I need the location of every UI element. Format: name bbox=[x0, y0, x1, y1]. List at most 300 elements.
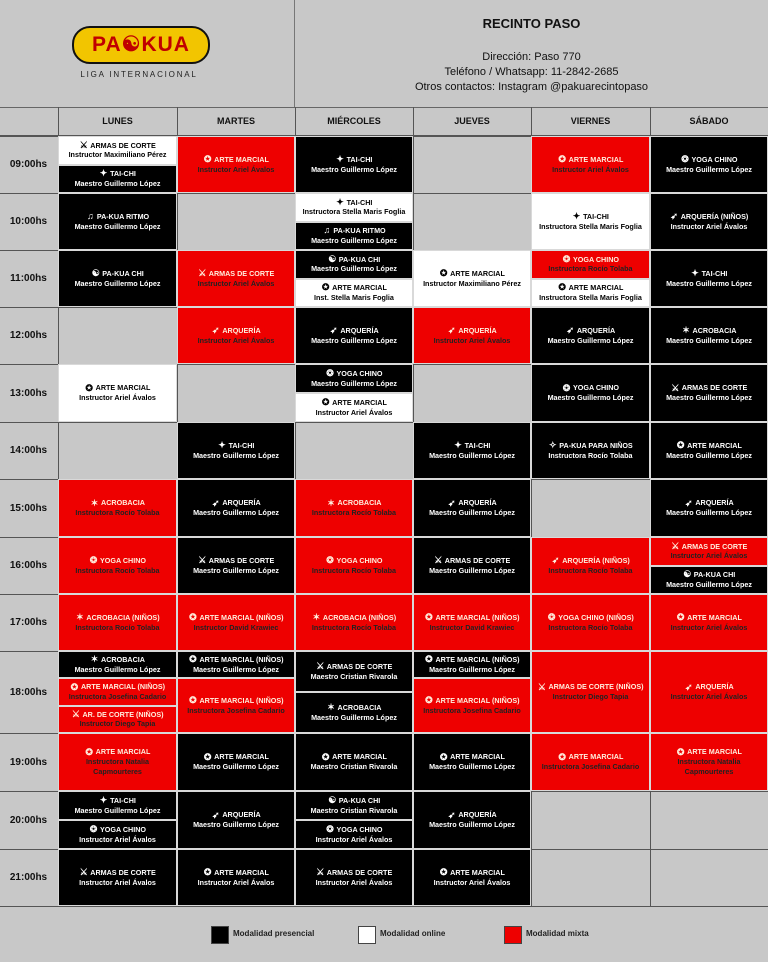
class-title: TAI-CHI bbox=[110, 169, 136, 179]
class-instructor: Maestro Guillermo López bbox=[666, 508, 752, 517]
class-name bbox=[328, 255, 381, 265]
class-name bbox=[188, 613, 283, 623]
class-name bbox=[321, 398, 387, 408]
class-slot bbox=[531, 279, 650, 308]
logo-text: PA☯KUA bbox=[92, 33, 190, 56]
class-instructor: Instructor Ariel Ávalos bbox=[315, 877, 393, 887]
class-title: ARTE MARCIAL (NIÑOS) bbox=[435, 654, 520, 664]
class-slot bbox=[531, 733, 650, 791]
class-instructor: Instructora Rocío Tolaba bbox=[548, 565, 633, 575]
class-instructor: Instructor David Krawiec bbox=[193, 622, 279, 632]
martial-icon: ✪ bbox=[85, 382, 93, 393]
class-instructor: Instructor Maximiliano Pérez bbox=[68, 150, 167, 160]
class-name bbox=[198, 269, 275, 279]
class-title: ARTE MARCIAL (NIÑOS) bbox=[199, 695, 284, 705]
class-slot bbox=[177, 307, 295, 364]
pakua-logo bbox=[72, 26, 210, 64]
class-name bbox=[325, 825, 382, 835]
archery-icon: ➶ bbox=[670, 211, 678, 222]
class-name bbox=[90, 655, 145, 665]
class-instructor: Maestro Guillermo López bbox=[193, 508, 279, 517]
class-slot bbox=[413, 678, 531, 733]
class-instructor: Instructor Ariel Ávalos bbox=[197, 335, 275, 345]
class-instructor: Maestro Cristian Rivarola bbox=[310, 805, 398, 815]
class-instructor: Instructora Josefina Cadario bbox=[187, 705, 285, 715]
class-slot bbox=[650, 733, 768, 791]
class-instructor: Instructora Josefina Cadario bbox=[541, 762, 640, 771]
class-title: ARTE MARCIAL (NIÑOS) bbox=[199, 612, 284, 622]
yoga-icon: ❂ bbox=[547, 612, 556, 623]
class-instructor: Instructora Rocío Tolaba bbox=[548, 450, 633, 460]
class-instructor: Instructora Stella Maris Foglia bbox=[539, 221, 642, 231]
class-instructor: Instructora Rocío Tolaba bbox=[75, 508, 160, 517]
class-instructor: Maestro Guillermo López bbox=[666, 579, 752, 589]
class-slot bbox=[177, 733, 295, 791]
archery-icon: ➶ bbox=[212, 809, 220, 820]
class-instructor: Instructor Ariel Ávalos bbox=[315, 407, 393, 417]
class-slot bbox=[650, 193, 768, 250]
class-name bbox=[676, 441, 742, 451]
class-instructor: Maestro Guillermo López bbox=[666, 393, 752, 402]
class-title: TAI-CHI bbox=[583, 211, 609, 221]
class-title: ARMAS DE CORTE (NIÑOS) bbox=[548, 682, 644, 692]
class-slot bbox=[413, 651, 531, 678]
class-title: ARQUERÍA bbox=[222, 498, 261, 508]
time-label: 21:00hs bbox=[9, 872, 48, 883]
time-label: 20:00hs bbox=[9, 814, 48, 826]
class-instructor: Instructora Rocío Tolaba bbox=[548, 622, 633, 632]
class-title: PA-KUA RITMO bbox=[333, 226, 386, 236]
class-slot bbox=[177, 678, 295, 733]
class-slot bbox=[650, 422, 768, 479]
archery-icon: ➶ bbox=[448, 325, 456, 336]
acrobatics-icon: ✶ bbox=[90, 654, 99, 665]
class-name bbox=[439, 269, 505, 279]
taichi-icon: ✦ bbox=[218, 440, 226, 451]
legend-swatch-presencial bbox=[211, 926, 229, 944]
class-slot bbox=[177, 849, 295, 906]
day-header: JUEVES bbox=[413, 108, 531, 135]
yoga-icon: ❂ bbox=[326, 368, 334, 379]
martial-icon: ✪ bbox=[439, 751, 448, 762]
sword-icon: ⚔ bbox=[79, 867, 88, 878]
class-instructor: Instructor Ariel Ávalos bbox=[670, 692, 748, 701]
class-instructor: Maestro Guillermo López bbox=[311, 335, 397, 345]
class-name bbox=[90, 498, 145, 508]
class-instructor: Maestro Guillermo López bbox=[311, 712, 397, 722]
yinyang-icon: ☯ bbox=[683, 569, 692, 580]
class-title: TAI-CHI bbox=[346, 197, 373, 207]
class-instructor: Maestro Guillermo López bbox=[193, 762, 279, 771]
class-slot bbox=[413, 791, 531, 849]
class-instructor: Instructora Stella Maris Foglia bbox=[302, 207, 406, 217]
class-instructor: Maestro Cristian Rivarola bbox=[310, 671, 398, 681]
class-title: YOGA CHINO bbox=[691, 154, 738, 164]
class-name bbox=[671, 542, 748, 552]
class-instructor: Maestro Cristian Rivarola bbox=[310, 762, 398, 771]
class-instructor: Maestro Guillermo López bbox=[429, 762, 515, 771]
class-instructor: Maestro Guillermo López bbox=[193, 664, 279, 674]
class-name bbox=[424, 696, 519, 706]
time-label: 14:00hs bbox=[9, 445, 48, 456]
class-instructor: Maestro Guillermo López bbox=[74, 805, 161, 815]
class-name bbox=[572, 212, 609, 222]
class-title: PA-KUA CHI bbox=[102, 268, 144, 278]
class-instructor: Instructora Rocío Tolaba bbox=[75, 565, 160, 575]
martial-icon: ✪ bbox=[203, 154, 212, 165]
legend-swatch-online bbox=[358, 926, 376, 944]
class-slot bbox=[650, 566, 768, 595]
class-instructor: Maestro Guillermo López bbox=[74, 221, 161, 231]
day-header: MIÉRCOLES bbox=[295, 108, 413, 135]
class-title: ARTE MARCIAL bbox=[332, 397, 387, 407]
class-instructor: Maestro Guillermo López bbox=[74, 278, 161, 288]
class-slot bbox=[531, 651, 650, 733]
class-slot bbox=[58, 165, 177, 194]
martial-icon: ✪ bbox=[321, 397, 330, 408]
martial-icon: ✪ bbox=[425, 695, 433, 706]
class-slot bbox=[413, 307, 531, 364]
class-name bbox=[562, 383, 619, 393]
class-title: TAI-CHI bbox=[464, 440, 491, 450]
class-name bbox=[322, 226, 385, 236]
class-instructor: Maestro Guillermo López bbox=[666, 278, 752, 288]
yinyang-icon: ☯ bbox=[328, 253, 337, 264]
class-name bbox=[79, 868, 156, 878]
class-title: ACROBACIA bbox=[101, 654, 145, 664]
martial-icon: ✪ bbox=[676, 612, 685, 623]
class-name bbox=[218, 441, 255, 451]
class-name bbox=[670, 212, 749, 222]
class-name bbox=[562, 255, 619, 265]
taichi-icon: ✦ bbox=[572, 211, 581, 222]
martial-icon: ✪ bbox=[321, 282, 330, 293]
class-instructor: Maestro Guillermo López bbox=[311, 164, 397, 174]
sword-icon: ⚔ bbox=[79, 139, 88, 150]
class-title: YOGA CHINO bbox=[572, 383, 620, 393]
class-instructor: Maestro Guillermo López bbox=[547, 335, 634, 345]
class-title: YOGA CHINO bbox=[572, 254, 620, 264]
yoga-icon: ❂ bbox=[89, 555, 98, 566]
class-slot bbox=[177, 651, 295, 678]
class-instructor: Instructora Natalia Capmourteres bbox=[85, 757, 150, 776]
class-instructor: Instructora Rocío Tolaba bbox=[311, 622, 397, 632]
martial-icon: ✪ bbox=[439, 268, 448, 279]
class-slot bbox=[58, 594, 177, 651]
class-title: ARMAS DE CORTE bbox=[90, 867, 156, 877]
day-header: LUNES bbox=[58, 108, 177, 135]
class-name bbox=[683, 570, 736, 580]
class-instructor: Maestro Guillermo López bbox=[311, 378, 397, 388]
class-title: PA-KUA CHI bbox=[338, 795, 381, 805]
class-title: ACROBACIA bbox=[337, 702, 382, 712]
class-title: ARMAS DE CORTE bbox=[326, 867, 393, 877]
class-slot bbox=[295, 307, 413, 364]
time-label: 18:00hs bbox=[9, 686, 48, 698]
class-name bbox=[71, 710, 163, 720]
class-name bbox=[85, 383, 151, 393]
class-slot bbox=[295, 250, 413, 279]
class-slot bbox=[413, 479, 531, 537]
class-slot bbox=[295, 193, 413, 222]
class-name bbox=[676, 747, 742, 757]
yinyang-icon: ☯ bbox=[328, 795, 337, 806]
class-instructor: Instructora Stella Maris Foglia bbox=[539, 292, 642, 302]
class-name bbox=[91, 269, 144, 279]
class-name bbox=[336, 198, 373, 208]
class-title: YOGA CHINO bbox=[336, 368, 383, 378]
class-slot bbox=[58, 479, 177, 537]
class-instructor: Maestro Guillermo López bbox=[193, 450, 279, 460]
class-instructor: Instructor Ariel Ávalos bbox=[670, 551, 748, 561]
class-slot bbox=[413, 250, 531, 307]
class-name bbox=[558, 752, 624, 762]
class-name bbox=[547, 613, 634, 623]
sword-icon: ⚔ bbox=[537, 681, 546, 692]
class-title: ARTE MARCIAL bbox=[450, 752, 505, 762]
class-name bbox=[86, 212, 149, 222]
acrobatics-icon: ✶ bbox=[90, 497, 99, 508]
logo-subtitle: LIGA INTERNACIONAL bbox=[80, 70, 198, 79]
martial-icon: ✪ bbox=[558, 751, 566, 762]
class-name bbox=[211, 498, 260, 508]
class-name bbox=[454, 441, 491, 451]
class-name bbox=[327, 703, 382, 713]
class-title: ARQUERÍA bbox=[458, 325, 497, 335]
class-title: ACROBACIA bbox=[337, 498, 382, 508]
day-header: MARTES bbox=[177, 108, 295, 135]
class-name bbox=[316, 868, 393, 878]
class-instructor: Instructor Maximiliano Pérez bbox=[423, 278, 521, 288]
sword-icon: ⚔ bbox=[671, 540, 680, 551]
class-title: ARTE MARCIAL bbox=[687, 612, 742, 622]
class-instructor: Instructor Ariel Ávalos bbox=[552, 164, 629, 174]
class-slot bbox=[650, 364, 768, 422]
class-slot bbox=[58, 820, 177, 849]
class-name bbox=[328, 796, 381, 806]
sword-icon: ⚔ bbox=[198, 555, 207, 566]
class-name bbox=[329, 326, 378, 336]
class-slot bbox=[177, 594, 295, 651]
class-name bbox=[312, 613, 396, 623]
class-title: ACROBACIA bbox=[692, 325, 737, 335]
class-name bbox=[551, 556, 630, 566]
class-instructor: Maestro Guillermo López bbox=[429, 565, 515, 575]
class-name bbox=[70, 682, 165, 692]
class-title: ARQUERÍA bbox=[576, 325, 616, 335]
class-title: YOGA CHINO bbox=[99, 555, 147, 565]
class-title: ARQUERÍA bbox=[222, 325, 261, 335]
class-slot bbox=[58, 651, 177, 678]
class-title: ARMAS DE CORTE bbox=[326, 661, 393, 671]
class-slot bbox=[295, 222, 413, 251]
class-slot bbox=[531, 422, 650, 479]
venue-info bbox=[295, 0, 768, 107]
martial-icon: ✪ bbox=[189, 654, 197, 665]
class-name bbox=[188, 655, 283, 665]
acrobatics-icon: ✶ bbox=[312, 612, 321, 623]
class-slot bbox=[650, 250, 768, 307]
yoga-icon: ❂ bbox=[89, 824, 98, 835]
class-slot bbox=[177, 250, 295, 307]
class-name bbox=[447, 326, 496, 336]
class-name bbox=[676, 613, 742, 623]
class-instructor: Instructor Ariel Ávalos bbox=[79, 393, 156, 402]
class-instructor: Instructor Ariel Ávalos bbox=[197, 877, 275, 887]
class-title: TAI-CHI bbox=[701, 268, 728, 278]
class-title: ACROBACIA (NIÑOS) bbox=[86, 612, 160, 622]
class-instructor: Instructor Ariel Ávalos bbox=[433, 335, 511, 345]
class-instructor: Maestro Guillermo López bbox=[74, 178, 161, 188]
archery-icon: ➶ bbox=[212, 325, 220, 336]
class-name bbox=[691, 269, 728, 279]
class-slot bbox=[295, 692, 413, 733]
archery-icon: ➶ bbox=[448, 809, 456, 820]
phone: Teléfono / Whatsapp: 11-2842-2685 bbox=[444, 66, 619, 78]
class-title: ARTE MARCIAL (NIÑOS) bbox=[435, 695, 520, 705]
class-instructor: Instructor Ariel Ávalos bbox=[670, 221, 748, 231]
sword-icon: ⚔ bbox=[71, 708, 80, 719]
class-instructor: Maestro Guillermo López bbox=[311, 264, 397, 274]
martial-icon: ✪ bbox=[189, 695, 197, 706]
class-instructor: Instructora Rocío Tolaba bbox=[311, 508, 397, 517]
class-instructor: Instructor Ariel Ávalos bbox=[197, 278, 275, 288]
class-name bbox=[325, 369, 382, 379]
class-title: ARTE MARCIAL bbox=[214, 154, 269, 164]
class-slot bbox=[531, 594, 650, 651]
martial-icon: ✪ bbox=[203, 751, 212, 762]
class-title: ARTE MARCIAL bbox=[95, 747, 151, 757]
class-name bbox=[434, 556, 511, 566]
class-name bbox=[671, 383, 748, 393]
class-slot bbox=[295, 279, 413, 308]
time-label: 09:00hs bbox=[9, 159, 48, 170]
taichi-icon: ✦ bbox=[336, 154, 344, 165]
class-instructor: Instructora Rocío Tolaba bbox=[75, 622, 160, 632]
class-title: ARTE MARCIAL bbox=[687, 440, 742, 450]
class-title: PA-KUA RITMO bbox=[96, 211, 150, 221]
venue-title: RECINTO PASO bbox=[482, 16, 581, 31]
class-name bbox=[558, 155, 624, 165]
class-slot bbox=[177, 136, 295, 193]
class-title: ARQUERÍA bbox=[695, 682, 734, 692]
class-name bbox=[75, 613, 159, 623]
class-title: ARMAS DE CORTE bbox=[681, 383, 748, 393]
class-slot bbox=[650, 594, 768, 651]
class-instructor: Inst. Stella Maris Foglia bbox=[314, 292, 394, 302]
class-name bbox=[99, 796, 136, 806]
acrobatics-icon: ✶ bbox=[682, 325, 690, 336]
class-name bbox=[203, 752, 269, 762]
taichi-icon: ✦ bbox=[454, 440, 462, 451]
martial-icon: ✪ bbox=[558, 282, 566, 293]
header bbox=[0, 0, 768, 108]
class-name bbox=[566, 326, 615, 336]
class-slot bbox=[58, 678, 177, 705]
class-instructor: Instructor Ariel Ávalos bbox=[433, 877, 511, 887]
class-instructor: Instructora Natalia Capmourteres bbox=[677, 757, 741, 776]
class-title: YOGA CHINO bbox=[336, 824, 383, 834]
archery-icon: ➶ bbox=[685, 497, 693, 508]
martial-icon: ✪ bbox=[425, 654, 433, 665]
archery-icon: ➶ bbox=[330, 325, 338, 336]
sword-icon: ⚔ bbox=[434, 555, 443, 566]
class-title: ARQUERÍA (NIÑOS) bbox=[680, 211, 749, 221]
archery-icon: ➶ bbox=[212, 497, 220, 508]
class-title: ARTE MARCIAL bbox=[214, 752, 269, 762]
martial-icon: ✪ bbox=[189, 612, 197, 623]
class-slot bbox=[295, 479, 413, 537]
class-title: PA-KUA CHI bbox=[338, 254, 381, 264]
yoga-icon: ❂ bbox=[326, 824, 334, 835]
class-instructor: Maestro Guillermo López bbox=[429, 450, 515, 460]
class-title: ARTE MARCIAL bbox=[568, 154, 624, 164]
class-instructor: Instructor Diego Tapia bbox=[552, 692, 629, 701]
time-label: 10:00hs bbox=[9, 216, 48, 227]
class-name bbox=[321, 283, 387, 293]
class-name bbox=[325, 556, 382, 566]
class-name bbox=[85, 747, 151, 757]
rhythm-icon: ♫ bbox=[323, 225, 331, 236]
class-instructor: Instructora Josefina Cadario bbox=[68, 691, 167, 701]
class-slot bbox=[58, 250, 177, 307]
class-name bbox=[198, 556, 275, 566]
archery-icon: ➶ bbox=[685, 681, 693, 692]
class-title: ARTE MARCIAL bbox=[332, 752, 387, 762]
martial-icon: ✪ bbox=[425, 612, 433, 623]
class-name bbox=[548, 441, 632, 451]
class-name bbox=[424, 655, 519, 665]
class-slot bbox=[177, 791, 295, 849]
class-slot bbox=[531, 136, 650, 193]
class-title: ARQUERÍA bbox=[695, 498, 734, 508]
class-slot bbox=[531, 537, 650, 594]
martial-icon: ✪ bbox=[558, 154, 566, 165]
class-instructor: Instructor Ariel Ávalos bbox=[670, 622, 748, 632]
class-slot bbox=[58, 733, 177, 791]
class-title: ARQUERÍA bbox=[458, 810, 497, 820]
acrobatics-icon: ✶ bbox=[327, 497, 335, 508]
class-slot bbox=[413, 733, 531, 791]
martial-icon: ✪ bbox=[676, 746, 685, 757]
class-slot bbox=[177, 479, 295, 537]
class-slot bbox=[58, 849, 177, 906]
yoga-icon: ❂ bbox=[562, 253, 571, 264]
class-name bbox=[447, 810, 496, 820]
sword-icon: ⚔ bbox=[316, 867, 325, 878]
class-title: TAI-CHI bbox=[228, 440, 255, 450]
class-instructor: Instructor Ariel Ávalos bbox=[315, 834, 393, 844]
class-slot bbox=[650, 479, 768, 537]
class-title: PA-KUA PARA NIÑOS bbox=[559, 440, 633, 450]
class-slot bbox=[295, 791, 413, 820]
class-title: ARMAS DE CORTE bbox=[444, 555, 511, 565]
class-slot bbox=[58, 791, 177, 820]
class-slot bbox=[58, 364, 177, 422]
acrobatics-icon: ✶ bbox=[76, 612, 84, 623]
taichi-icon: ✦ bbox=[99, 795, 108, 806]
time-label: 19:00hs bbox=[9, 756, 48, 768]
logo-area bbox=[0, 0, 295, 107]
class-slot bbox=[295, 537, 413, 594]
archery-icon: ➶ bbox=[551, 555, 560, 566]
acrobatics-icon: ✶ bbox=[327, 702, 335, 713]
class-slot bbox=[295, 849, 413, 906]
class-slot bbox=[650, 651, 768, 733]
class-instructor: Maestro Guillermo López bbox=[429, 508, 515, 517]
other-contacts: Otros contactos: Instagram @pakuarecintopaso bbox=[414, 81, 649, 93]
class-instructor: Instructora Rocío Tolaba bbox=[311, 565, 397, 575]
